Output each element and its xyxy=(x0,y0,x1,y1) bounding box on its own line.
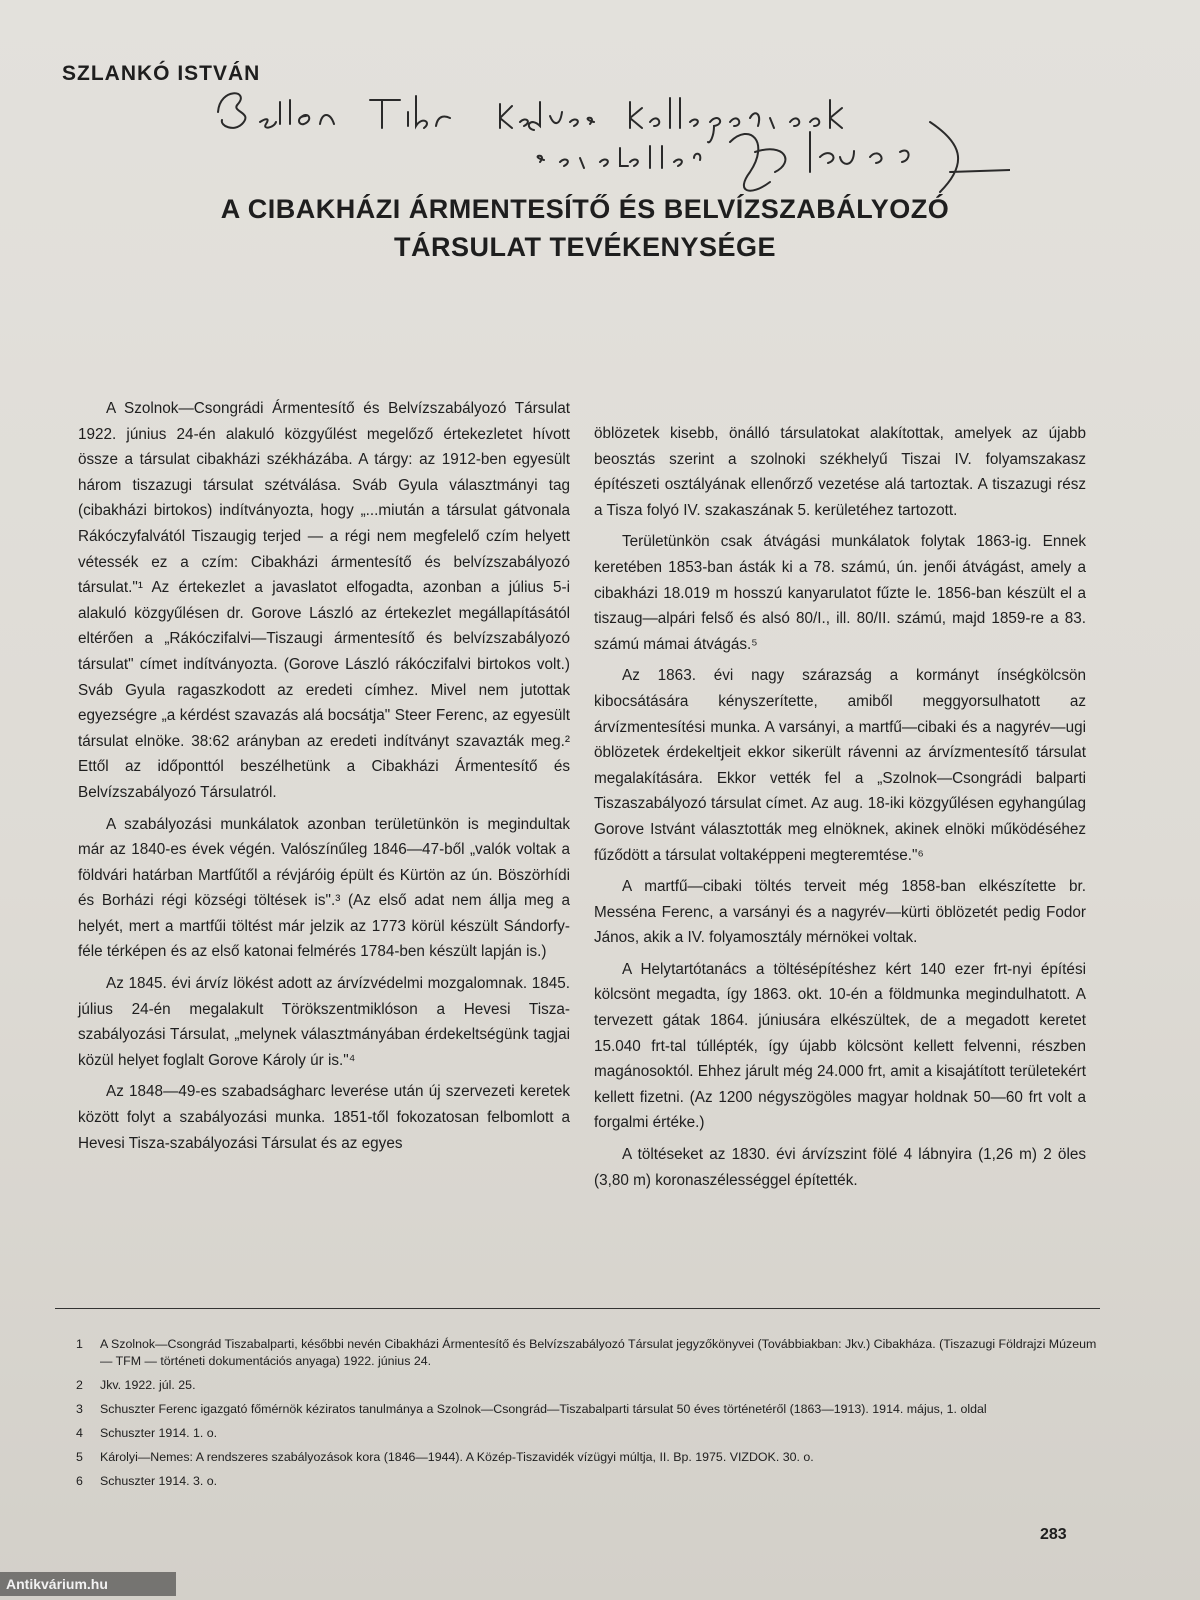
footnote-text: Jkv. 1922. júl. 25. xyxy=(100,1378,196,1392)
paragraph: Az 1848—49-es szabadságharc leverése után új szervezeti keretek között folyt a szabályozási munka. 1851-től fokozatosan felbomlott a Hevesi Tisza-szabályozási Társulat és az egyes xyxy=(78,1083,570,1152)
footnote xyxy=(72,1473,1102,1490)
paragraph: A töltéseket az 1830. évi árvízszint fölé 4 lábnyira (1,26 m) 2 öles (3,80 m) koronaszélességgel építették. xyxy=(594,1146,1086,1189)
left-column xyxy=(78,396,570,1162)
footnote-number: 6 xyxy=(76,1474,83,1488)
footnote-text: Schuszter 1914. 3. o. xyxy=(100,1474,218,1488)
paragraph: A szabályozási munkálatok azonban területünkön is megindultak már az 1840-es évek végén. Valószínűleg 1846—47-ből „valók voltak a földvári határban Martfűtől a révjáróig épült és Kürtön az ún. Böszörhídi és Borházi régi községi töltések is".³ (Az első adat nem állja meg a helyét, mert a martfűi töltést már jelzik az 1773 körül készült Sándorfy-féle térképen és az első katonai felmérés 1784-ben készült lapján is.) xyxy=(78,815,570,961)
article-title: A CIBAKHÁZI ÁRMENTESÍTŐ ÉS BELVÍZSZABÁLYOZÓ TÁRSULAT TEVÉKENYSÉGE xyxy=(220,194,950,262)
paragraph: A Szolnok—Csongrádi Ármentesítő és Belvízszabályozó Társulat 1922. június 24-én alakuló közgyűlést megelőző értekezletet hívott össze a társulat cibakházi székházába. A tárgy: az 1912-ben egyesült három tiszazugi társulat szétválása. Sváb Gyula választmányi tag (cibakházi birtokos) indítványozta, hogy „...miután a társulat gátvonala Rákóczyfalvától Tiszaugig terjed — a régi nem megfelelő czím helyett vétessék ez a czím: Cibakházi ármentesítő és belvízszabályozó társulat."¹ Az értekezlet a javaslatot elfogadta, azonban a július 5-i alakuló közgyűlésen dr. Gorove László az értekezlet megállapításától eltérően a „Rákóczifalvi—Tiszaugi ármentesítő és belvízszabályozó társulat" címet indítványozta. (Gorove László rákóczifalvi birtokos volt.) Sváb Gyula ragaszkodott az eredeti címhez. Mivel nem jutottak egyezségre „a kérdést szavazás alá bocsátja" Steer Ferenc, az egyesült társulat elnöke. 38:62 arányban az eredeti indítványt szavazták meg.² Ettől az időponttól beszélhetünk a Cibakházi Ármentesítő és Belvízszabályozó Társulatról. xyxy=(78,400,570,801)
footnote-number: 3 xyxy=(76,1402,83,1416)
footnote xyxy=(72,1449,1102,1466)
paragraph: A Helytartótanács a töltésépítéshez kért 140 ezer frt-nyi építési kölcsönt megadta, így 1863. okt. 10-én a földmunka megindulhatott. A tervezett gátak 1864. júniusára elkészültek, de a megadott keretet 15.040 frt-tal túllépték, így újabb kölcsönt kellett felvenni, részben magánosoktól. Ehhez járult még 24.000 frt, amit a kisajátított területekért kellett fizetni. (Az 1200 négyszögöles magyar holdnak 50—60 frt volt a forgalmi értéke.) xyxy=(594,960,1086,1132)
paragraph: Területünkön csak átvágási munkálatok folytak 1863-ig. Ennek keretében 1853-ban ásták ki a 78. számú, ún. jenői átvágást, amely a cibakházi 18.019 m hosszú kanyarulatot fűzte le. 1856-ban készült el a tiszaug—alpári felső és alsó 80/I., ill. 80/II. számú, majd 1859-re a 83. számú mámai átvágás.⁵ xyxy=(594,533,1086,653)
footnotes xyxy=(72,1336,1102,1497)
paragraph: öblözetek kisebb, önálló társulatokat alakítottak, amelyek az újabb beosztás szerint a szolnoki székhelyű Tiszai IV. folyamszakasz építészeti osztályának ellenőrző vezetése alá tartoztak. A tiszazugi rész a Tisza folyó IV. szakaszának 5. kerületéhez tartozott. xyxy=(594,425,1086,519)
author-name: SZLANKÓ ISTVÁN xyxy=(62,62,261,85)
footnote-number: 4 xyxy=(76,1426,83,1440)
footnote xyxy=(72,1425,1102,1442)
footnote xyxy=(72,1336,1102,1370)
paragraph: A martfű—cibaki töltés terveit még 1858-ban elkészítette br. Messéna Ferenc, a varsányi és a nagyrév—kürti öblözetét pedig Fodor János, akik a IV. folyamosztály mérnökei voltak. xyxy=(594,878,1086,947)
footnote-text: Schuszter 1914. 1. o. xyxy=(100,1426,218,1440)
paragraph: Az 1863. évi nagy szárazság a kormányt ínségkölcsön kibocsátására kényszerítette, amiből meggyorsulhatott az árvízmentesítési munka. A varsányi, a martfű—cibaki és a nagyrév—ugi öblözetek érdekeltjeit ekkor sikerült rávenni az árvízmentesítő társulat megalakítására. Ekkor vették fel a „Szolnok—Csongrádi balparti Tiszaszabályozó társulat címet. Az aug. 18-iki közgyűlésen egyhangúlag Gorove Istvánt választották meg elnöknek, akinek elnöki működéséhez fűződött a társulat voltaképpeni megteremtése."⁶ xyxy=(594,667,1086,864)
right-column xyxy=(594,421,1086,1199)
footnote xyxy=(72,1377,1102,1394)
footnote-text: Károlyi—Nemes: A rendszeres szabályozások kora (1846—1944). A Közép-Tiszavidék vízügyi múltja, II. Bp. 1975. VIZDOK. 30. o. xyxy=(100,1450,814,1464)
footnote xyxy=(72,1401,1102,1418)
watermark: Antikvárium.hu xyxy=(0,1572,176,1596)
footnote-text: Schuszter Ferenc igazgató főmérnök kéziratos tanulmánya a Szolnok—Csongrád—Tiszabalparti társulat 50 éves történetéről (1863—1913). 1914. május, 1. oldal xyxy=(100,1402,987,1416)
footnote-number: 2 xyxy=(76,1378,83,1392)
footnote-text: A Szolnok—Csongrád Tiszabalparti, későbbi nevén Cibakházi Ármentesítő és Belvízszabályozó Társulat jegyzőkönyvei (Továbbiakban: Jkv.) Cibakháza. (Tiszazugi Földrajzi Múzeum — TFM — történeti dokumentációs anyaga) 1922. június 24. xyxy=(100,1337,1097,1368)
paragraph: Az 1845. évi árvíz lökést adott az árvízvédelmi mozgalomnak. 1845. július 24-én megalakult Törökszentmiklóson a Hevesi Tisza-szabályozási Társulat, „melynek választmányában érdekeltségünk tagjai közül helyet foglalt Gorove Károly úr is."⁴ xyxy=(78,975,570,1069)
footnote-number: 5 xyxy=(76,1450,83,1464)
page-number: 283 xyxy=(1040,1526,1067,1543)
footnote-divider xyxy=(55,1308,1100,1309)
footnote-number: 1 xyxy=(76,1337,83,1351)
